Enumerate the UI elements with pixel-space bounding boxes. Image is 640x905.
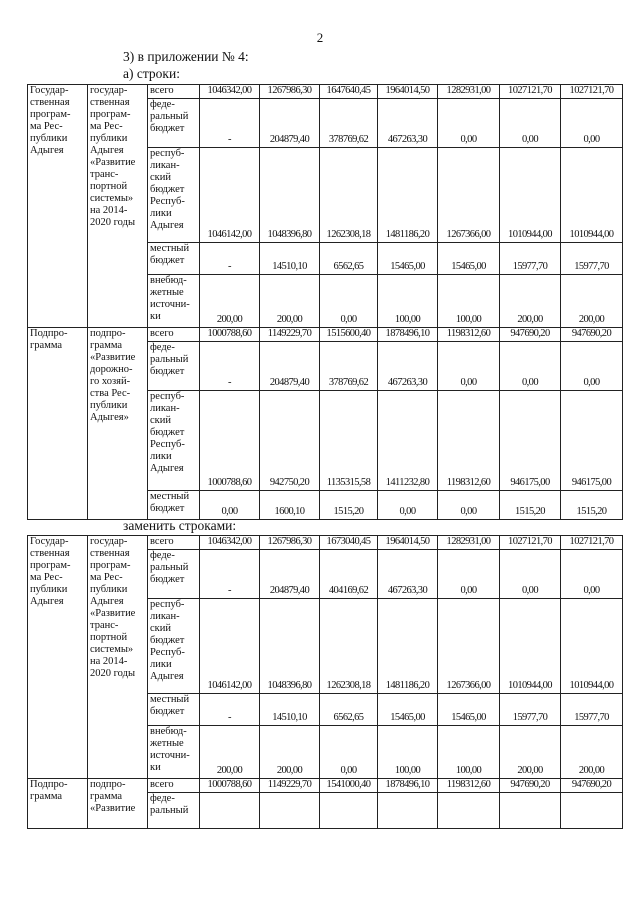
program-name-cell <box>88 779 148 829</box>
original-rows-table <box>27 84 623 520</box>
amount-cell: 1411232,80 <box>378 391 438 491</box>
table-row <box>28 536 623 550</box>
program-type-cell <box>28 779 88 829</box>
program-type-cell <box>28 328 88 520</box>
amount-cell: 200,00 <box>500 275 561 328</box>
funding-source-label: внебюд- жетные источни- ки <box>150 275 190 322</box>
amount-cell: - <box>200 99 260 148</box>
amount-cell: 1010944,00 <box>500 599 561 694</box>
amount-cell: 0,00 <box>500 550 561 599</box>
funding-source-cell <box>148 694 200 726</box>
funding-source-label: респуб- ликан- ский бюджет Респуб- лики Адыгея <box>150 391 185 474</box>
amount-cell: 1878496,10 <box>378 328 438 342</box>
amount-cell: 1262308,18 <box>320 599 378 694</box>
amount-cell: 15465,00 <box>378 243 438 275</box>
amount-cell: 200,00 <box>500 726 561 779</box>
amount-cell: 0,00 <box>320 726 378 779</box>
item-heading: 3) в приложении № 4: <box>123 49 249 64</box>
amount-cell: 100,00 <box>378 275 438 328</box>
program-name-text: государ- ственная програм- ма Рес- публики Адыгея «Развитие транс- портной системы» на 2014- 2020 годы <box>90 85 136 228</box>
amount-cell <box>438 793 500 829</box>
amount-cell: 1046142,00 <box>200 599 260 694</box>
amount-cell: 1647640,45 <box>320 85 378 99</box>
amount-cell: 1027121,70 <box>500 536 561 550</box>
amount-cell: 1600,10 <box>260 491 320 520</box>
program-type-text: Подпро- грамма <box>30 328 68 351</box>
funding-source-cell <box>148 779 200 793</box>
amount-cell: 378769,62 <box>320 342 378 391</box>
amount-cell: 14510,10 <box>260 694 320 726</box>
amount-cell: 1198312,60 <box>438 328 500 342</box>
program-type-cell <box>28 85 88 328</box>
amount-cell: 1515,20 <box>320 491 378 520</box>
amount-cell: 0,00 <box>438 550 500 599</box>
funding-source-label: феде- ральный бюджет <box>150 550 189 585</box>
replacement-rows-table <box>27 535 623 829</box>
amount-cell: 1282931,00 <box>438 85 500 99</box>
amount-cell: 15465,00 <box>438 243 500 275</box>
amount-cell: 200,00 <box>260 275 320 328</box>
amount-cell: 200,00 <box>200 726 260 779</box>
page-number: 2 <box>316 30 324 45</box>
amount-cell: 1046142,00 <box>200 148 260 243</box>
amount-cell: 947690,20 <box>561 779 623 793</box>
amount-cell: 946175,00 <box>561 391 623 491</box>
program-type-cell <box>28 536 88 779</box>
amount-cell: 15977,70 <box>500 694 561 726</box>
funding-source-label: внебюд- жетные источни- ки <box>150 726 190 773</box>
amount-cell: 1000788,60 <box>200 779 260 793</box>
amount-cell: 0,00 <box>561 99 623 148</box>
amount-cell: 0,00 <box>500 99 561 148</box>
amount-cell: 15977,70 <box>561 694 623 726</box>
amount-cell: 1048396,80 <box>260 148 320 243</box>
amount-cell: 15977,70 <box>500 243 561 275</box>
amount-cell: 1515,20 <box>561 491 623 520</box>
funding-source-cell <box>148 491 200 520</box>
funding-source-label: феде- ральный бюджет <box>150 342 189 377</box>
amount-cell <box>320 793 378 829</box>
amount-cell: 1964014,50 <box>378 536 438 550</box>
amount-cell <box>500 793 561 829</box>
funding-source-label: местный бюджет <box>150 694 190 717</box>
amount-cell: 0,00 <box>200 491 260 520</box>
program-name-text: подпро- грамма «Развитие <box>90 779 136 814</box>
funding-source-label: респуб- ликан- ский бюджет Респуб- лики Адыгея <box>150 599 185 682</box>
amount-cell: 1878496,10 <box>378 779 438 793</box>
amount-cell: 1262308,18 <box>320 148 378 243</box>
amount-cell <box>378 793 438 829</box>
amount-cell: - <box>200 550 260 599</box>
amount-cell: 0,00 <box>438 491 500 520</box>
amount-cell: 947690,20 <box>500 779 561 793</box>
amount-cell: 1267366,00 <box>438 148 500 243</box>
amount-cell: 1149229,70 <box>260 779 320 793</box>
amount-cell: 0,00 <box>561 342 623 391</box>
amount-cell: 942750,20 <box>260 391 320 491</box>
amount-cell: 1000788,60 <box>200 391 260 491</box>
amount-cell: 1010944,00 <box>500 148 561 243</box>
amount-cell: 467263,30 <box>378 99 438 148</box>
amount-cell: 0,00 <box>500 342 561 391</box>
amount-cell: 378769,62 <box>320 99 378 148</box>
funding-source-cell <box>148 726 200 779</box>
table-row <box>28 328 623 342</box>
amount-cell: 947690,20 <box>561 328 623 342</box>
amount-cell: 1267986,30 <box>260 85 320 99</box>
funding-source-cell <box>148 275 200 328</box>
amount-cell: 1673040,45 <box>320 536 378 550</box>
amount-cell: 6562,65 <box>320 243 378 275</box>
amount-cell: 100,00 <box>378 726 438 779</box>
amount-cell: 467263,30 <box>378 550 438 599</box>
amount-cell <box>561 793 623 829</box>
amount-cell: 1027121,70 <box>500 85 561 99</box>
amount-cell: 100,00 <box>438 275 500 328</box>
funding-source-cell <box>148 342 200 391</box>
program-type-text: Государ- ственная програм- ма Рес- публики Адыгея <box>30 536 71 607</box>
funding-source-label: местный бюджет <box>150 243 190 266</box>
amount-cell: - <box>200 694 260 726</box>
amount-cell: 0,00 <box>320 275 378 328</box>
funding-source-cell <box>148 148 200 243</box>
amount-cell: 200,00 <box>561 726 623 779</box>
funding-source-cell <box>148 550 200 599</box>
amount-cell: 204879,40 <box>260 99 320 148</box>
amount-cell: 100,00 <box>438 726 500 779</box>
funding-source-label: всего <box>150 779 174 790</box>
amount-cell: 0,00 <box>378 491 438 520</box>
program-name-text: государ- ственная програм- ма Рес- публики Адыгея «Развитие транс- портной системы» на 2014- 2020 годы <box>90 536 136 679</box>
amount-cell: 0,00 <box>438 342 500 391</box>
amount-cell: 1267986,30 <box>260 536 320 550</box>
funding-source-label: феде- ральный бюджет <box>150 99 189 134</box>
program-type-text: Государ- ственная програм- ма Рес- публики Адыгея <box>30 85 71 156</box>
amount-cell: 1515600,40 <box>320 328 378 342</box>
amount-cell: 200,00 <box>561 275 623 328</box>
amount-cell: - <box>200 342 260 391</box>
funding-source-cell <box>148 536 200 550</box>
amount-cell: - <box>200 243 260 275</box>
amount-cell: 0,00 <box>438 99 500 148</box>
amount-cell: 15977,70 <box>561 243 623 275</box>
amount-cell: 1027121,70 <box>561 85 623 99</box>
amount-cell <box>260 793 320 829</box>
amount-cell: 1027121,70 <box>561 536 623 550</box>
amount-cell: 1149229,70 <box>260 328 320 342</box>
amount-cell: 1541000,40 <box>320 779 378 793</box>
amount-cell: 204879,40 <box>260 550 320 599</box>
amount-cell: 947690,20 <box>500 328 561 342</box>
program-type-text: Подпро- грамма <box>30 779 68 802</box>
amount-cell: 1048396,80 <box>260 599 320 694</box>
amount-cell: 467263,30 <box>378 342 438 391</box>
amount-cell: 1198312,60 <box>438 779 500 793</box>
amount-cell: 200,00 <box>260 726 320 779</box>
funding-source-cell <box>148 85 200 99</box>
amount-cell: 1135315,58 <box>320 391 378 491</box>
amount-cell: 0,00 <box>561 550 623 599</box>
program-name-cell <box>88 85 148 328</box>
amount-cell: 1046342,00 <box>200 85 260 99</box>
amount-cell: 6562,65 <box>320 694 378 726</box>
amount-cell: 1481186,20 <box>378 599 438 694</box>
funding-source-cell <box>148 793 200 829</box>
program-name-cell <box>88 536 148 779</box>
funding-source-label: респуб- ликан- ский бюджет Респуб- лики Адыгея <box>150 148 185 231</box>
amount-cell: 1267366,00 <box>438 599 500 694</box>
table-row <box>28 85 623 99</box>
funding-source-cell <box>148 99 200 148</box>
funding-source-cell <box>148 243 200 275</box>
amount-cell: 15465,00 <box>378 694 438 726</box>
funding-source-label: феде- ральный <box>150 793 189 816</box>
amount-cell: 15465,00 <box>438 694 500 726</box>
funding-source-cell <box>148 328 200 342</box>
amount-cell: 1010944,00 <box>561 148 623 243</box>
program-name-text: подпро- грамма «Развитие дорожно- го хозяй- ства Рес- публики Адыгея» <box>90 328 136 423</box>
amount-cell: 1046342,00 <box>200 536 260 550</box>
amount-cell: 1000788,60 <box>200 328 260 342</box>
amount-cell <box>200 793 260 829</box>
amount-cell: 1010944,00 <box>561 599 623 694</box>
funding-source-label: всего <box>150 536 174 547</box>
funding-source-label: всего <box>150 85 174 96</box>
funding-source-label: местный бюджет <box>150 491 190 514</box>
funding-source-cell <box>148 599 200 694</box>
replace-heading: заменить строками: <box>123 518 237 533</box>
amount-cell: 14510,10 <box>260 243 320 275</box>
program-name-cell <box>88 328 148 520</box>
amount-cell: 1481186,20 <box>378 148 438 243</box>
amount-cell: 1515,20 <box>500 491 561 520</box>
amount-cell: 1282931,00 <box>438 536 500 550</box>
amount-cell: 204879,40 <box>260 342 320 391</box>
funding-source-label: всего <box>150 328 174 339</box>
funding-source-cell <box>148 391 200 491</box>
amount-cell: 200,00 <box>200 275 260 328</box>
amount-cell: 946175,00 <box>500 391 561 491</box>
amount-cell: 404169,62 <box>320 550 378 599</box>
sub-heading: а) строки: <box>123 66 180 81</box>
amount-cell: 1198312,60 <box>438 391 500 491</box>
amount-cell: 1964014,50 <box>378 85 438 99</box>
table-row <box>28 779 623 793</box>
